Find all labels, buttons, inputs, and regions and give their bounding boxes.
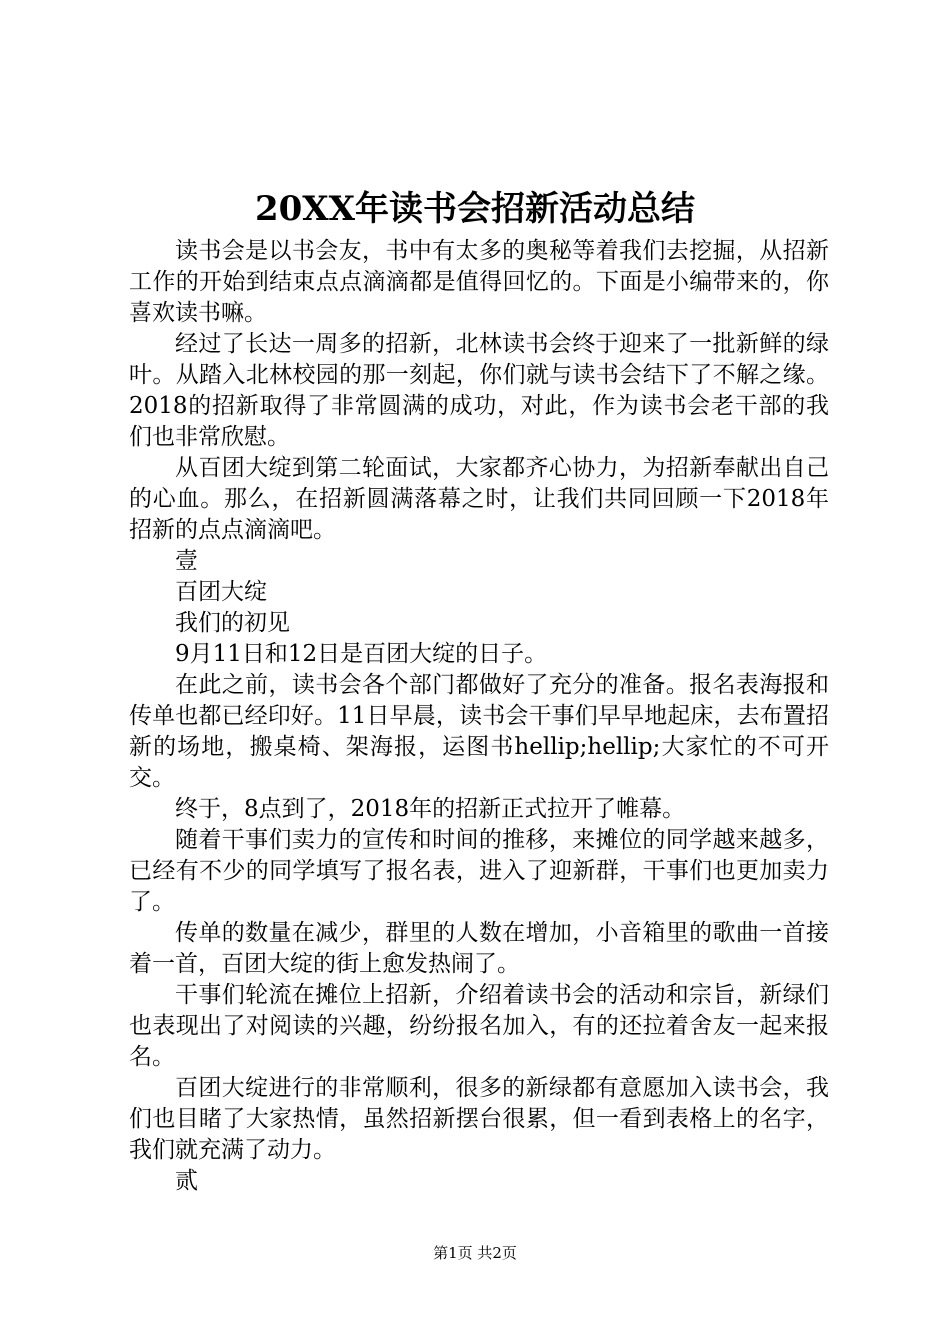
page-footer: 第1页 共2页 [433,1244,517,1262]
document-title: 20XX年读书会招新活动总结 [254,189,696,229]
section-number: 壹 [175,548,198,574]
paragraph: 读书会是以书会友，书中有太多的奥秘等着我们去挖掘，从招新工作的开始到结束点点滴滴都是值得回忆的。下面是小编带来的，你喜欢读书嘛。 [129,238,829,326]
paragraph: 在此之前，读书会各个部门都做好了充分的准备。报名表海报和传单也都已经印好。11日早晨，读书会干事们早早地起床，去布置招新的场地，搬桌椅、架海报，运图书hellip;hellip;大家忙的不可开交。 [129,672,829,791]
section-subheading: 我们的初见 [175,610,290,636]
paragraph: 经过了长达一周多的招新，北林读书会终于迎来了一批新鲜的绿叶。从踏入北林校园的那一刻起，你们就与读书会结下了不解之缘。2018的招新取得了非常圆满的成功，对此，作为读书会老干部的我们也非常欣慰。 [129,331,829,450]
section-number: 贰 [175,1168,198,1194]
paragraph: 百团大绽进行的非常顺利，很多的新绿都有意愿加入读书会，我们也目睹了大家热情，虽然招新摆台很累，但一看到表格上的名字，我们就充满了动力。 [129,1075,829,1163]
paragraph: 终于，8点到了，2018年的招新正式拉开了帷幕。 [175,796,686,822]
paragraph: 随着干事们卖力的宣传和时间的推移，来摊位的同学越来越多，已经有不少的同学填写了报名表，进入了迎新群，干事们也更加卖力了。 [129,827,829,915]
paragraph: 干事们轮流在摊位上招新，介绍着读书会的活动和宗旨，新绿们也表现出了对阅读的兴趣，纷纷报名加入，有的还拉着舍友一起来报名。 [129,982,829,1070]
paragraph: 9月11日和12日是百团大绽的日子。 [175,641,548,667]
paragraph: 从百团大绽到第二轮面试，大家都齐心协力，为招新奉献出自己的心血。那么，在招新圆满落幕之时，让我们共同回顾一下2018年招新的点点滴滴吧。 [129,455,829,543]
document-body [129,236,829,1197]
section-heading: 百团大绽 [175,579,267,605]
paragraph: 传单的数量在减少，群里的人数在增加，小音箱里的歌曲一首接着一首，百团大绽的街上愈发热闹了。 [129,920,829,977]
